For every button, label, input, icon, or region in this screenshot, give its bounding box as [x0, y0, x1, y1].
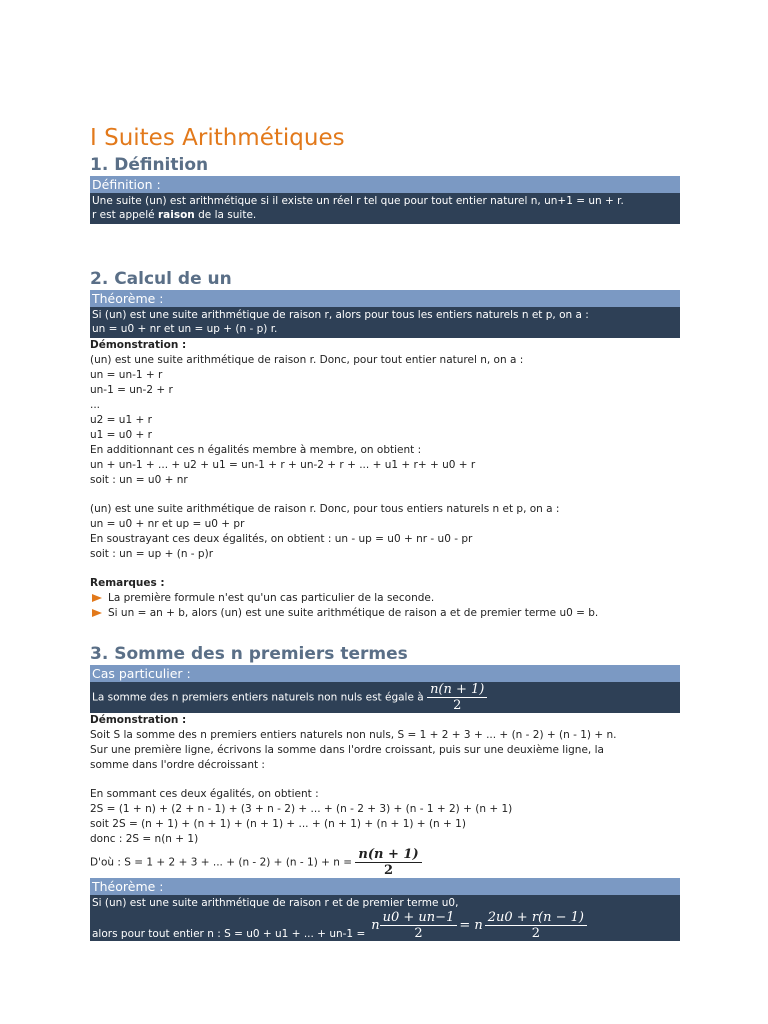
sum-formula-fraction-2	[485, 910, 587, 941]
demo-line: En sommant ces deux égalités, on obtient :	[90, 788, 319, 800]
demo-line: Sur une première ligne, écrivons la somme dans l'ordre croissant, puis sur une deuxième ligne, la	[90, 744, 604, 756]
remark-text: Si un = an + b, alors (un) est une suite arithmétique de raison a et de premier terme u0 = b.	[108, 607, 599, 619]
page-title: I Suites Arithmétiques	[90, 125, 345, 151]
demo-line: En soustrayant ces deux égalités, on obtient : un - up = u0 + nr - u0 - pr	[90, 533, 473, 545]
demo-line: Soit S la somme des n premiers entiers naturels non nuls, S = 1 + 2 + 3 + ... + (n - 2) + (n - 1) + n.	[90, 729, 617, 741]
definition-box	[90, 176, 680, 224]
sum-theorem-title: Théorème :	[90, 878, 680, 895]
demo-line: un = u0 + nr et up = u0 + pr	[90, 518, 245, 530]
document-page	[90, 122, 680, 941]
remark-text: La première formule n'est qu'un cas particulier de la seconde.	[108, 592, 435, 604]
fraction-numerator: u0 + un−1	[380, 910, 458, 926]
theorem-box	[90, 290, 680, 338]
demo-label: Démonstration :	[90, 339, 187, 351]
sum-theorem-formula	[92, 910, 678, 941]
cas-particulier-box	[90, 665, 680, 713]
raison-term: raison	[157, 209, 195, 221]
demo-line: soit 2S = (n + 1) + (n + 1) + (n + 1) + ... + (n + 1) + (n + 1) + (n + 1)	[90, 818, 466, 830]
sum-fraction	[427, 682, 487, 713]
dou-fraction	[355, 847, 421, 878]
demo-block-2	[90, 502, 680, 562]
sum-theorem-box	[90, 878, 680, 941]
demo-line: soit : un = u0 + nr	[90, 474, 188, 486]
demo-line: soit : un = up + (n - p)r	[90, 548, 214, 560]
demo-line: un = un-1 + r	[90, 369, 163, 381]
fraction-numerator: 2u0 + r(n − 1)	[485, 910, 587, 926]
theorem-box-title: Théorème :	[90, 290, 680, 307]
fraction-denominator: 2	[531, 926, 540, 941]
definition-box-title: Définition :	[90, 176, 680, 193]
remark-item	[90, 591, 680, 606]
demo-line: 2S = (1 + n) + (2 + n - 1) + (3 + n - 2) + ... + (n - 2 + 3) + (n - 1 + 2) + (n + 1)	[90, 803, 513, 815]
sum-theorem-body	[90, 895, 680, 941]
text: de la suite.	[194, 209, 257, 221]
demo-line: un + un-1 + ... + u2 + u1 = un-1 + r + un-2 + r + ... + u1 + r+ + u0 + r	[90, 459, 476, 471]
theorem-formula: un = u0 + nr et un = up + (n - p) r.	[92, 323, 278, 335]
demo-block-4	[90, 787, 680, 847]
sum-theorem-line: Si (un) est une suite arithmétique de raison r et de premier terme u0,	[92, 897, 459, 909]
definition-line: Une suite (un) est arithmétique si il existe un réel r tel que pour tout entier naturel n, un+1 = un + r.	[92, 195, 624, 207]
section-heading-somme: 3. Somme des n premiers termes	[90, 644, 408, 664]
definition-box-body	[90, 193, 680, 224]
demo-line: En additionnant ces n égalités membre à membre, on obtient :	[90, 444, 422, 456]
remarks-label: Remarques :	[90, 577, 165, 589]
demo-line: u2 = u1 + r	[90, 414, 152, 426]
arrow-bullet-icon	[92, 594, 102, 602]
cas-particulier-text: La somme des n premiers entiers naturels non nuls est égale à	[92, 691, 424, 704]
fraction-denominator: 2	[384, 863, 394, 878]
demo-line: somme dans l'ordre décroissant :	[90, 759, 265, 771]
fraction-numerator: n(n + 1)	[427, 682, 487, 698]
text: r est appelé	[92, 209, 158, 221]
sum-theorem-text: alors pour tout entier n : S = u0 + u1 + ... + un-1 =	[92, 928, 366, 940]
fraction-numerator: n(n + 1)	[355, 847, 421, 863]
demo-label: Démonstration :	[90, 714, 187, 726]
demo-line: ...	[90, 399, 101, 411]
demo-line: (un) est une suite arithmétique de raison r. Donc, pour tout entier naturel n, on a :	[90, 354, 524, 366]
demo-line: (un) est une suite arithmétique de raison r. Donc, pour tous entiers naturels n et p, on a :	[90, 503, 560, 515]
dou-line	[90, 847, 680, 878]
demo-block	[90, 353, 680, 488]
arrow-bullet-icon	[92, 609, 102, 617]
demo-line: donc : 2S = n(n + 1)	[90, 833, 199, 845]
definition-raison-line	[92, 208, 678, 222]
dou-text: D'où : S = 1 + 2 + 3 + ... + (n - 2) + (n - 1) + n =	[90, 856, 353, 869]
section-heading-definition: 1. Définition	[90, 155, 209, 175]
fraction-denominator: 2	[453, 698, 462, 713]
theorem-line: Si (un) est une suite arithmétique de raison r, alors pour tous les entiers naturels n et p, on a :	[92, 309, 589, 321]
cas-particulier-body	[90, 682, 680, 713]
factor-n: n	[371, 917, 380, 933]
sum-formula-fraction-1	[380, 910, 458, 941]
cas-particulier-title: Cas particulier :	[90, 665, 680, 682]
remark-item	[90, 606, 680, 621]
demo-line: un-1 = un-2 + r	[90, 384, 173, 396]
equals-n: = n	[459, 917, 483, 933]
fraction-denominator: 2	[414, 926, 423, 941]
demo-line: u1 = u0 + r	[90, 429, 152, 441]
theorem-box-body	[90, 307, 680, 338]
demo-block-3	[90, 728, 680, 773]
section-heading-calcul: 2. Calcul de un	[90, 269, 232, 289]
